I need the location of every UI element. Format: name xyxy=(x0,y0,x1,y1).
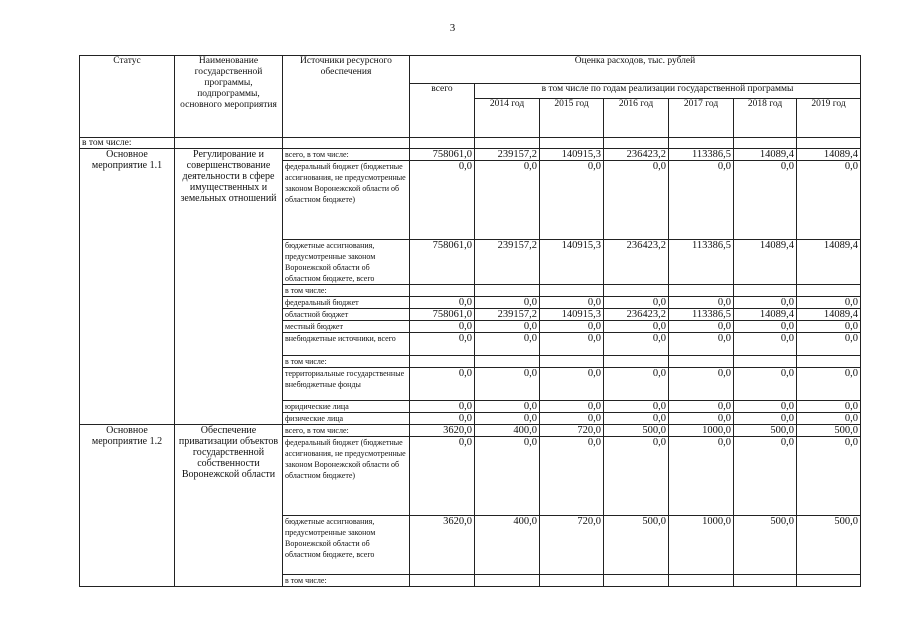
source-cell: федеральный бюджет xyxy=(283,297,410,309)
year-value: 0,0 xyxy=(669,368,734,401)
year-value: 14089,4 xyxy=(797,240,861,285)
year-value: 400,0 xyxy=(475,425,540,437)
table-row xyxy=(80,149,861,161)
year-value: 140915,3 xyxy=(540,240,604,285)
total-value: 758061,0 xyxy=(410,240,475,285)
year-value xyxy=(669,575,734,587)
year-value: 14089,4 xyxy=(797,149,861,161)
source-cell: юридические лица xyxy=(283,401,410,413)
year-value xyxy=(475,356,540,368)
source-cell: в том числе: xyxy=(283,575,410,587)
year-value: 0,0 xyxy=(734,401,797,413)
year-value: 0,0 xyxy=(604,333,669,356)
year-value: 0,0 xyxy=(540,297,604,309)
year-value: 0,0 xyxy=(540,368,604,401)
section-name: Обеспечение приватизации объектов государственной собственности Воронежской области xyxy=(175,425,283,587)
year-value: 0,0 xyxy=(604,297,669,309)
year-value: 0,0 xyxy=(475,333,540,356)
header-year: 2019 год xyxy=(797,99,861,138)
header-by-year: в том числе по годам реализации государственной программы xyxy=(475,84,861,99)
header-year: 2015 год xyxy=(540,99,604,138)
year-value: 0,0 xyxy=(604,321,669,333)
year-value: 14089,4 xyxy=(797,309,861,321)
year-value: 113386,5 xyxy=(669,309,734,321)
page-number: 3 xyxy=(449,22,456,34)
source-cell: бюджетные ассигнования, предусмотренные законом Воронежской области об областном бюджете, всего xyxy=(283,516,410,575)
source-cell: бюджетные ассигнования, предусмотренные законом Воронежской области об областном бюджете, всего xyxy=(283,240,410,285)
year-value: 0,0 xyxy=(669,437,734,516)
year-value: 0,0 xyxy=(669,413,734,425)
year-value: 239157,2 xyxy=(475,309,540,321)
year-value: 500,0 xyxy=(734,425,797,437)
year-value: 0,0 xyxy=(797,437,861,516)
year-value: 0,0 xyxy=(734,437,797,516)
year-value xyxy=(669,356,734,368)
year-value: 0,0 xyxy=(540,161,604,240)
year-value: 500,0 xyxy=(604,516,669,575)
year-value xyxy=(734,575,797,587)
year-value xyxy=(604,356,669,368)
total-value: 0,0 xyxy=(410,437,475,516)
source-cell: областной бюджет xyxy=(283,309,410,321)
total-value: 0,0 xyxy=(410,413,475,425)
year-value xyxy=(797,285,861,297)
source-cell: всего, в том числе: xyxy=(283,425,410,437)
year-value: 140915,3 xyxy=(540,149,604,161)
year-value: 0,0 xyxy=(797,333,861,356)
year-value: 239157,2 xyxy=(475,149,540,161)
total-value: 758061,0 xyxy=(410,309,475,321)
year-value xyxy=(669,285,734,297)
year-value: 500,0 xyxy=(604,425,669,437)
year-value: 0,0 xyxy=(604,413,669,425)
year-value: 500,0 xyxy=(797,516,861,575)
year-value: 0,0 xyxy=(604,437,669,516)
year-value: 0,0 xyxy=(797,413,861,425)
year-value: 0,0 xyxy=(669,297,734,309)
section-status: Основное мероприятие 1.1 xyxy=(80,149,175,425)
year-value: 0,0 xyxy=(475,401,540,413)
section-name: Регулирование и совершенствование деятельности в сфере имущественных и земельных отношений xyxy=(175,149,283,425)
year-value xyxy=(734,285,797,297)
year-value: 0,0 xyxy=(604,368,669,401)
source-cell: в том числе: xyxy=(283,356,410,368)
year-value: 0,0 xyxy=(604,401,669,413)
year-value: 0,0 xyxy=(734,368,797,401)
year-value: 0,0 xyxy=(797,321,861,333)
total-value: 0,0 xyxy=(410,401,475,413)
year-value: 236423,2 xyxy=(604,309,669,321)
year-value: 0,0 xyxy=(604,161,669,240)
year-value: 0,0 xyxy=(797,297,861,309)
year-value: 0,0 xyxy=(475,321,540,333)
source-cell: внебюджетные источники, всего xyxy=(283,333,410,356)
source-cell: в том числе: xyxy=(283,285,410,297)
year-value: 140915,3 xyxy=(540,309,604,321)
total-value: 0,0 xyxy=(410,333,475,356)
header-name: Наименование государственной программы, подпрограммы, основного мероприятия xyxy=(175,56,283,138)
year-value: 0,0 xyxy=(797,368,861,401)
year-value: 0,0 xyxy=(669,161,734,240)
source-cell: местный бюджет xyxy=(283,321,410,333)
header-status: Статус xyxy=(80,56,175,138)
year-value: 500,0 xyxy=(797,425,861,437)
table-body xyxy=(80,138,861,587)
year-value: 400,0 xyxy=(475,516,540,575)
year-value xyxy=(734,356,797,368)
year-value: 500,0 xyxy=(734,516,797,575)
year-value: 720,0 xyxy=(540,516,604,575)
year-value: 0,0 xyxy=(669,321,734,333)
year-value: 0,0 xyxy=(475,437,540,516)
total-value xyxy=(410,285,475,297)
year-value xyxy=(540,356,604,368)
year-value xyxy=(540,285,604,297)
year-value: 0,0 xyxy=(475,161,540,240)
budget-table xyxy=(79,55,861,587)
year-value xyxy=(475,285,540,297)
year-value: 0,0 xyxy=(540,413,604,425)
year-value: 0,0 xyxy=(540,401,604,413)
total-value: 758061,0 xyxy=(410,149,475,161)
year-value: 1000,0 xyxy=(669,516,734,575)
including-label: в том числе: xyxy=(80,138,175,149)
year-value xyxy=(797,356,861,368)
total-value: 3620,0 xyxy=(410,516,475,575)
year-value: 239157,2 xyxy=(475,240,540,285)
year-value: 0,0 xyxy=(540,437,604,516)
source-cell: федеральный бюджет (бюджетные ассигнования, не предусмотренные законом Воронежской области об областном бюджете) xyxy=(283,161,410,240)
total-value xyxy=(410,356,475,368)
year-value: 0,0 xyxy=(734,413,797,425)
year-value: 0,0 xyxy=(734,321,797,333)
year-value xyxy=(540,575,604,587)
year-value: 0,0 xyxy=(669,333,734,356)
section-status: Основное мероприятие 1.2 xyxy=(80,425,175,587)
year-value: 14089,4 xyxy=(734,149,797,161)
year-value: 0,0 xyxy=(669,401,734,413)
year-value: 236423,2 xyxy=(604,240,669,285)
header-year: 2016 год xyxy=(604,99,669,138)
year-value: 0,0 xyxy=(540,321,604,333)
year-value xyxy=(604,575,669,587)
header-sources: Источники ресурсного обеспечения xyxy=(283,56,410,138)
table-row xyxy=(80,425,861,437)
year-value: 14089,4 xyxy=(734,309,797,321)
total-value: 0,0 xyxy=(410,321,475,333)
header-year: 2014 год xyxy=(475,99,540,138)
year-value: 0,0 xyxy=(734,297,797,309)
total-value: 3620,0 xyxy=(410,425,475,437)
source-cell: физические лица xyxy=(283,413,410,425)
year-value: 113386,5 xyxy=(669,149,734,161)
year-value: 0,0 xyxy=(734,161,797,240)
year-value: 720,0 xyxy=(540,425,604,437)
year-value: 0,0 xyxy=(797,161,861,240)
year-value xyxy=(797,575,861,587)
source-cell: федеральный бюджет (бюджетные ассигнования, не предусмотренные законом Воронежской области об областном бюджете) xyxy=(283,437,410,516)
year-value: 236423,2 xyxy=(604,149,669,161)
header-estimate: Оценка расходов, тыс. рублей xyxy=(410,56,861,84)
header-year: 2017 год xyxy=(669,99,734,138)
total-value: 0,0 xyxy=(410,297,475,309)
year-value: 0,0 xyxy=(475,413,540,425)
year-value: 0,0 xyxy=(475,368,540,401)
source-cell: территориальные государственные внебюджетные фонды xyxy=(283,368,410,401)
source-cell: всего, в том числе: xyxy=(283,149,410,161)
total-value: 0,0 xyxy=(410,368,475,401)
total-value xyxy=(410,575,475,587)
year-value: 1000,0 xyxy=(669,425,734,437)
year-value: 0,0 xyxy=(475,297,540,309)
year-value: 0,0 xyxy=(797,401,861,413)
header-total: всего xyxy=(410,84,475,138)
year-value: 0,0 xyxy=(540,333,604,356)
year-value: 14089,4 xyxy=(734,240,797,285)
year-value: 0,0 xyxy=(734,333,797,356)
year-value: 113386,5 xyxy=(669,240,734,285)
total-value: 0,0 xyxy=(410,161,475,240)
header-year: 2018 год xyxy=(734,99,797,138)
year-value xyxy=(475,575,540,587)
year-value xyxy=(604,285,669,297)
